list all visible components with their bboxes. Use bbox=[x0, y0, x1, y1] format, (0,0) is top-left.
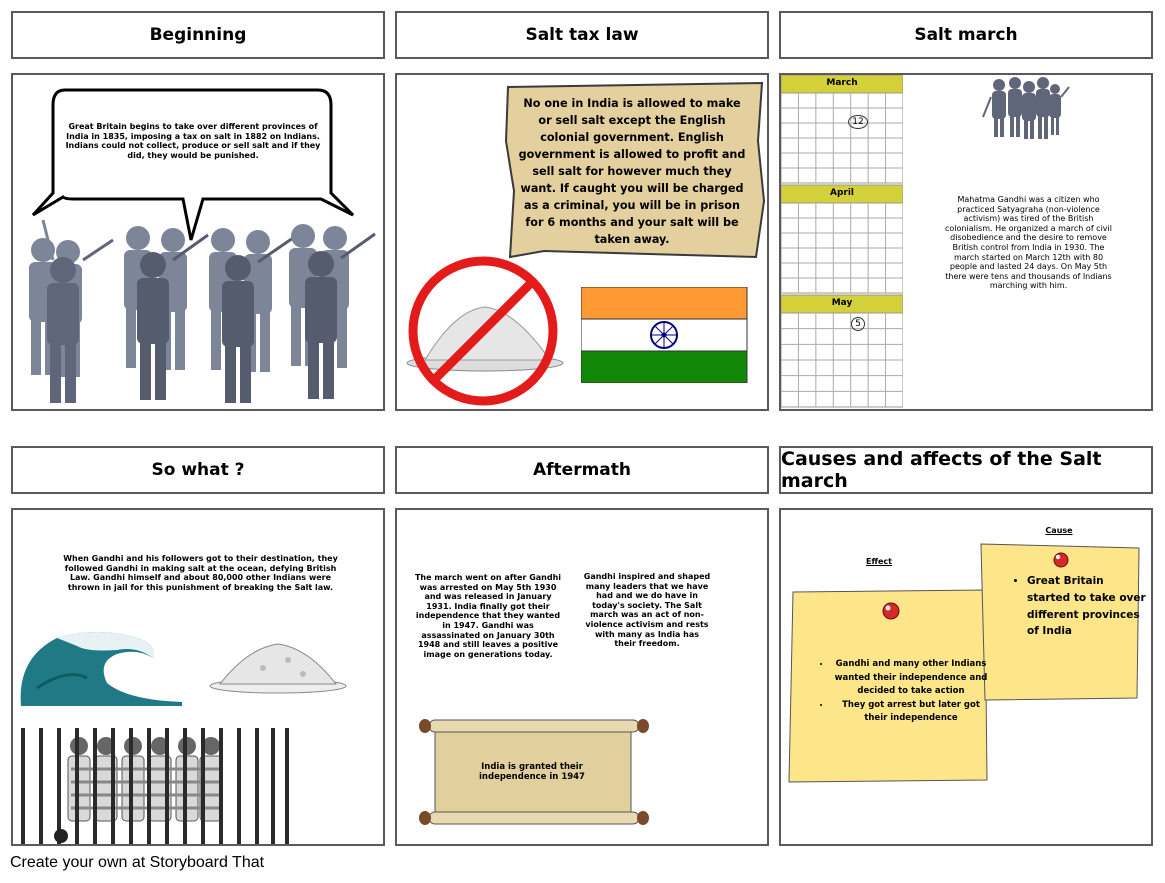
calendar-month-may: May bbox=[831, 298, 853, 308]
panel-title-causes bbox=[779, 446, 1153, 494]
panel-title-so-what bbox=[11, 446, 385, 494]
panel-title-text: Salt tax law bbox=[525, 25, 639, 45]
beginning-speech-text: Great Britain begins to take over different provinces of India in 1835, imposing a tax on salt in 1882 on Indians. Indians could not collect, produce or sell salt and if they did, they would be punished. bbox=[65, 122, 321, 160]
no-salt-icon bbox=[405, 255, 570, 410]
effect-label: Effect bbox=[866, 557, 892, 566]
prisoners-jail-icon bbox=[11, 724, 291, 846]
panel-salt-tax bbox=[395, 73, 769, 411]
panel-causes bbox=[779, 508, 1153, 846]
panel-title-beginning bbox=[11, 11, 385, 59]
panel-aftermath bbox=[395, 508, 769, 846]
wave-icon bbox=[17, 628, 187, 708]
calendar-mark-may-5: 5 bbox=[851, 317, 865, 331]
panel-title-text: Beginning bbox=[149, 25, 247, 45]
panel-so-what bbox=[11, 508, 385, 846]
calendar-mark-march-12: 12 bbox=[848, 115, 868, 129]
panel-title-text: Salt march bbox=[914, 25, 1018, 45]
aftermath-left-text: The march went on after Gandhi was arrested on May 5th 1930 and was released in January 1931. India finally got their independence that they wanted in 1947. Gandhi was assassinated on January 30th 1948 and still leaves a positive image on generations today. bbox=[414, 573, 562, 659]
calendar-grid bbox=[781, 75, 903, 409]
panel-salt-march bbox=[779, 73, 1153, 411]
cause-list bbox=[1011, 573, 1147, 640]
salt-tax-sign-text: No one in India is allowed to make or sell salt except the English colonial government. English government is allowed to profit and sell salt for however much they want. If caught you will be charged as a criminal, you will be in prison for 6 months and your salt will be taken away. bbox=[518, 97, 746, 247]
panel-title-salt-tax bbox=[395, 11, 769, 59]
calendar-month-march: March bbox=[826, 78, 858, 88]
footer-credit[interactable]: Create your own at Storyboard That bbox=[10, 854, 265, 871]
panel-beginning bbox=[11, 73, 385, 411]
panel-title-salt-march bbox=[779, 11, 1153, 59]
aftermath-right-text: Gandhi inspired and shaped many leaders that we have had and we do have in today's society. The Salt march was an act of non-violence activism and rests with many as India has their freedom. bbox=[583, 572, 711, 649]
cause-item: • Great Britain started to take over different provinces of India bbox=[1027, 573, 1147, 640]
soldiers-icon bbox=[13, 220, 383, 410]
cause-label: Cause bbox=[1045, 526, 1073, 535]
panel-title-text: Aftermath bbox=[532, 460, 631, 480]
salt-march-text: Mahatma Gandhi was a citizen who practiced Satyagraha (non-violence activism) was tired of the British colonialism. He organized a march of civil disobedience and the desire to remove British control from India in 1930. The march started on March 12th with 80 people and lasted 24 days. On May 5th there were tens and thousands of Indians marching with him. bbox=[945, 195, 1112, 291]
scroll-text: India is granted their independence in 1947 bbox=[479, 762, 585, 783]
so-what-text: When Gandhi and his followers got to their destination, they followed Gandhi in making salt at the ocean, defying British Law. Gandhi himself and about 80,000 other Indians were thrown in jail for this punishment of breaking the Salt law. bbox=[63, 554, 338, 592]
panel-title-text: So what ? bbox=[151, 460, 245, 480]
effect-list bbox=[821, 658, 991, 726]
effect-item: • Gandhi and many other Indians wanted their independence and decided to take action bbox=[831, 658, 991, 699]
marchers-icon bbox=[981, 77, 1071, 147]
salt-pile-icon bbox=[208, 638, 348, 698]
effect-item: • They got arrest but later got their independence bbox=[831, 699, 991, 726]
panel-title-aftermath bbox=[395, 446, 769, 494]
india-flag-icon bbox=[581, 287, 748, 383]
panel-title-text: Causes and affects of the Salt march bbox=[781, 448, 1102, 492]
calendar-month-april: April bbox=[829, 188, 855, 198]
